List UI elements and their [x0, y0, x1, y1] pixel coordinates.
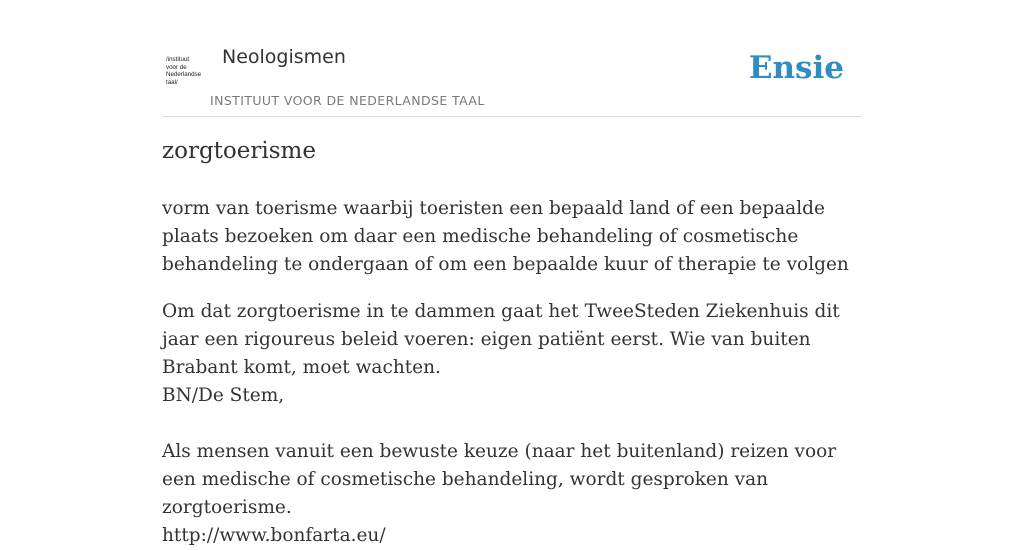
- header: [162, 40, 862, 117]
- app-title[interactable]: Neologismen: [222, 46, 346, 68]
- spacer: [162, 410, 862, 438]
- logo-line: voor de: [166, 63, 187, 71]
- logo-line: taal/: [166, 78, 178, 86]
- logo-line: Nederlandse: [166, 71, 202, 79]
- quote-source: BN/De Stem,: [162, 385, 285, 406]
- ivdnt-logo[interactable]: [166, 56, 208, 90]
- entry-definition: vorm van toerisme waarbij toeristen een bepaald land of een bepaalde plaats bezoeken om daar een medische behandeling of cosmetische behandeling te ondergaan of om een bepaalde kuur of therapie te volgen: [162, 198, 849, 275]
- organization-name: INSTITUUT VOOR DE NEDERLANDSE TAAL: [210, 93, 485, 108]
- quote-text: Om dat zorgtoerisme in te dammen gaat het TweeSteden Ziekenhuis dit jaar een rigoureus beleid voeren: eigen patiënt eerst. Wie van buiten Brabant komt, moet wachten.: [162, 301, 840, 378]
- entry-term: zorgtoerisme: [162, 138, 316, 164]
- ensie-brand-logo[interactable]: Ensie: [748, 50, 844, 86]
- logo-line: /instituut: [166, 56, 190, 63]
- entry-content: [162, 136, 862, 550]
- entry-quotes: [162, 298, 862, 550]
- quote-source-link[interactable]: http://www.bonfarta.eu/: [162, 525, 386, 546]
- quote-text: Als mensen vanuit een bewuste keuze (naar het buitenland) reizen voor een medische of cosmetische behandeling, wordt gesproken van zorgtoerisme.: [162, 441, 837, 518]
